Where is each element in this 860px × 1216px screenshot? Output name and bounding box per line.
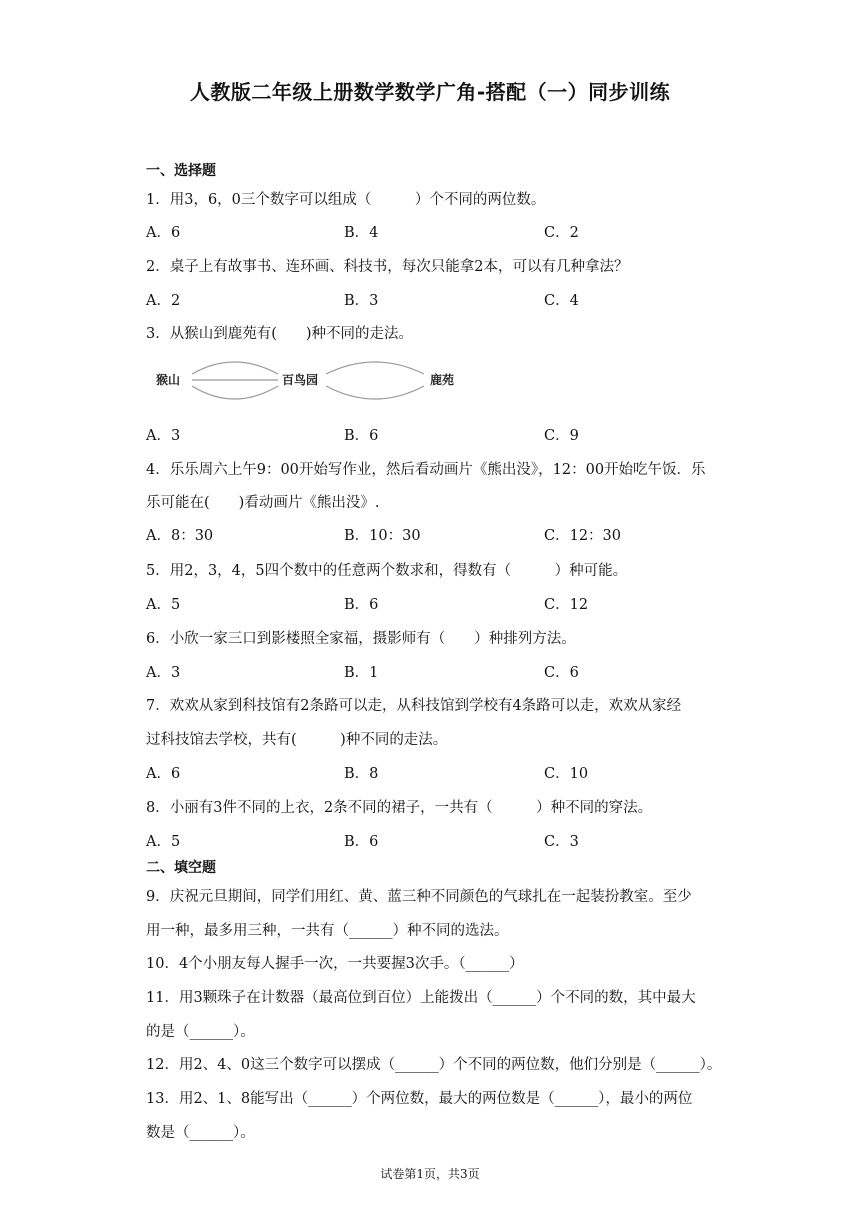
question-4-line-1: 4．乐乐周六上午9：00开始写作业，然后看动画片《熊出没》，12：00开始吃午饭．乐 — [146, 462, 706, 478]
question-9-line-1: 9．庆祝元旦期间，同学们用红、黄、蓝三种不同颜色的气球扎在一起装扮教室。至少 — [146, 889, 692, 905]
q5-option-c: C．12 — [544, 597, 589, 613]
q8-option-c: C．3 — [544, 834, 579, 850]
q3-option-c: C．9 — [544, 428, 579, 444]
q1-option-c: C．2 — [544, 225, 579, 241]
q6-option-c: C．6 — [544, 665, 579, 681]
q6-option-b: B．1 — [344, 665, 379, 681]
q1-option-b: B．4 — [344, 225, 379, 241]
page-title: 人教版二年级上册数学数学广角-搭配（一）同步训练 — [189, 80, 671, 104]
diagram-label-middle: 百鸟园 — [282, 373, 319, 387]
question-7-line-1: 7．欢欢从家到科技馆有2条路可以走，从科技馆到学校有4条路可以走，欢欢从家经 — [146, 698, 682, 714]
q2-option-c: C．4 — [544, 293, 579, 309]
question-9-line-2: 用一种，最多用三种，一共有（______）种不同的选法。 — [146, 923, 509, 939]
path-arc-left-top — [192, 362, 278, 374]
question-3: 3．从猴山到鹿苑有( )种不同的走法。 — [146, 326, 414, 342]
question-11-line-2: 的是（______）。 — [146, 1024, 255, 1040]
q4-option-c: C．12：30 — [544, 528, 621, 544]
diagram-label-left: 猴山 — [156, 373, 181, 387]
q3-option-a: A．3 — [146, 428, 181, 444]
section-heading-fill: 二、填空题 — [146, 860, 216, 876]
q2-option-a: A．2 — [146, 293, 181, 309]
q3-option-b: B．6 — [344, 428, 379, 444]
question-1: 1．用3，6，0三个数字可以组成（ ）个不同的两位数。 — [146, 192, 546, 208]
question-12: 12．用2、4、0这三个数字可以摆成（______）个不同的两位数，他们分别是（______）。 — [146, 1057, 722, 1073]
q1-option-a: A．6 — [146, 225, 181, 241]
section-heading-choice: 一、选择题 — [146, 163, 216, 179]
page-footer: 试卷第1页，共3页 — [380, 1167, 480, 1181]
q7-option-a: A．6 — [146, 766, 181, 782]
q8-option-a: A．5 — [146, 834, 181, 850]
question-13-line-2: 数是（______）。 — [146, 1125, 255, 1141]
question-2: 2．桌子上有故事书、连环画、科技书，每次只能拿2本，可以有几种拿法？ — [146, 259, 629, 275]
q5-option-b: B．6 — [344, 597, 379, 613]
question-6: 6．小欣一家三口到影楼照全家福，摄影师有（ ）种排列方法。 — [146, 631, 576, 647]
path-arc-left-bottom — [192, 386, 278, 399]
q8-option-b: B．6 — [344, 834, 379, 850]
q7-option-b: B．8 — [344, 766, 379, 782]
q4-option-a: A．8：30 — [146, 528, 214, 544]
question-10: 10．4个小朋友每人握手一次，一共要握3次手。（______） — [146, 956, 524, 972]
question-7-line-2: 过科技馆去学校，共有( )种不同的走法。 — [146, 732, 448, 748]
q5-option-a: A．5 — [146, 597, 181, 613]
q4-option-b: B．10：30 — [344, 528, 421, 544]
q7-option-c: C．10 — [544, 766, 589, 782]
path-arc-right-top — [326, 362, 424, 374]
q6-option-a: A．3 — [146, 665, 181, 681]
question-4-line-2: 乐可能在( )看动画片《熊出没》. — [146, 495, 380, 511]
diagram-label-right: 鹿苑 — [430, 373, 455, 387]
question-11-line-1: 11．用3颗珠子在计数器（最高位到百位）上能拨出（______）个不同的数，其中最大 — [146, 990, 696, 1006]
question-5: 5．用2，3，4，5四个数中的任意两个数求和，得数有（ ）种可能。 — [146, 563, 628, 579]
route-diagram — [150, 356, 470, 404]
question-13-line-1: 13．用2、1、8能写出（______）个两位数，最大的两位数是（______），最小的两位 — [146, 1091, 693, 1107]
question-8: 8．小丽有3件不同的上衣，2条不同的裙子，一共有（ ）种不同的穿法。 — [146, 800, 653, 816]
q2-option-b: B．3 — [344, 293, 379, 309]
path-arc-right-bottom — [326, 386, 424, 399]
